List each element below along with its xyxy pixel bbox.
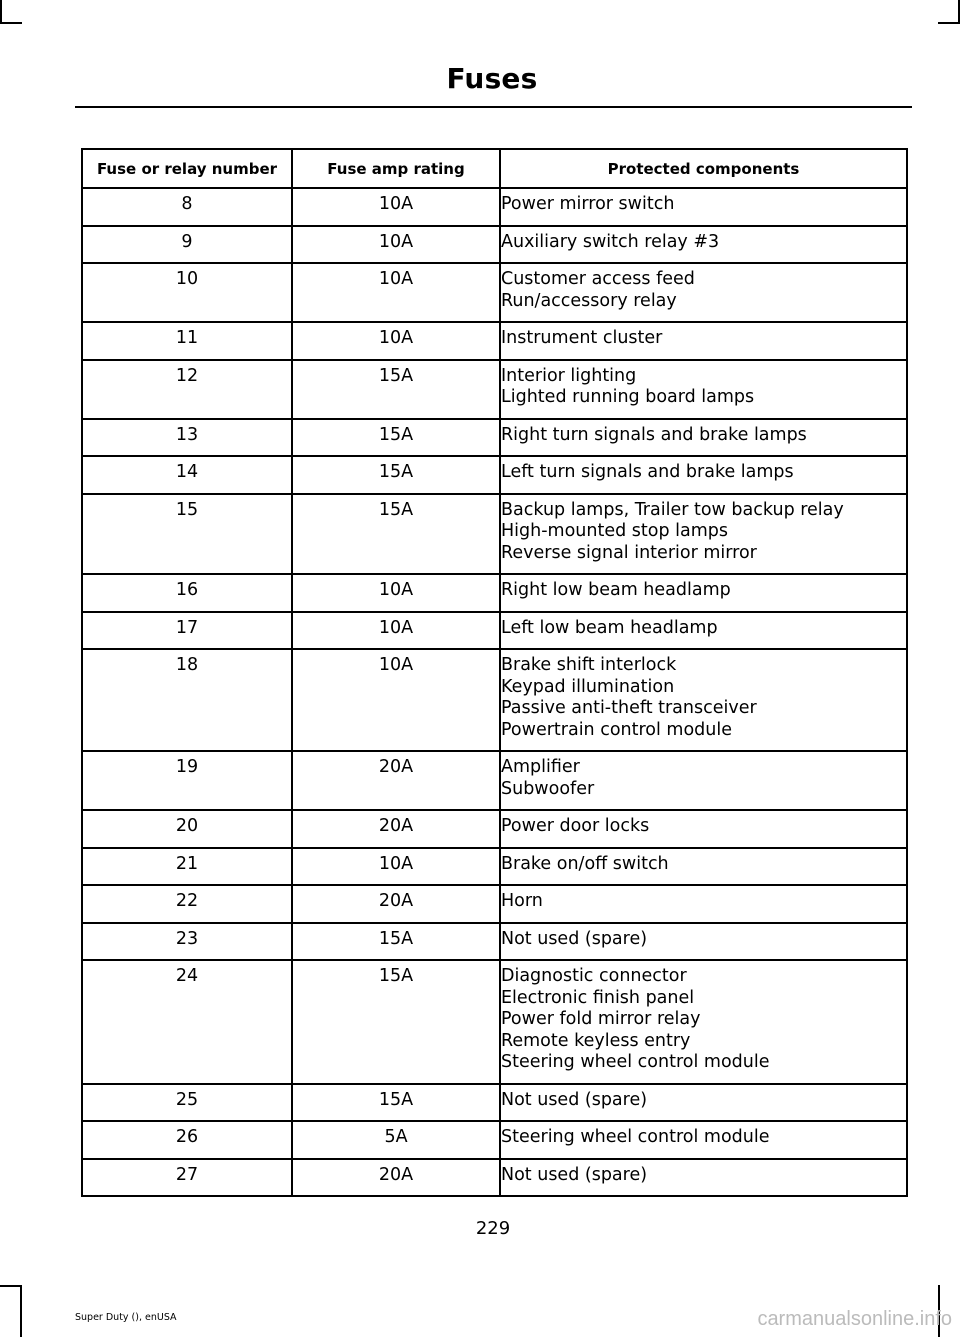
fuse-number-cell: 15 — [82, 494, 292, 575]
table-row — [82, 574, 907, 612]
component-line: Left turn signals and brake lamps — [501, 462, 794, 482]
component-line: High-mounted stop lamps — [501, 521, 728, 541]
protected-components-cell — [500, 1121, 907, 1159]
amp-rating-cell: 15A — [292, 1084, 500, 1122]
component-line: Amplifier — [501, 757, 580, 777]
component-line: Power fold mirror relay — [501, 1009, 701, 1029]
amp-rating-cell: 15A — [292, 360, 500, 419]
table-row — [82, 263, 907, 322]
fuse-table-body — [82, 188, 907, 1196]
fuse-number-cell: 18 — [82, 649, 292, 751]
fuse-number-cell: 17 — [82, 612, 292, 650]
table-row — [82, 885, 907, 923]
component-line: Instrument cluster — [501, 328, 663, 348]
amp-rating-cell: 20A — [292, 1159, 500, 1197]
table-row — [82, 419, 907, 457]
fuse-table — [81, 148, 908, 1197]
fuse-number-cell: 27 — [82, 1159, 292, 1197]
component-line: Power mirror switch — [501, 194, 675, 214]
fuse-number-cell: 26 — [82, 1121, 292, 1159]
table-row — [82, 923, 907, 961]
component-line: Reverse signal interior mirror — [501, 542, 757, 563]
protected-components-cell — [500, 1159, 907, 1197]
fuse-number-cell: 19 — [82, 751, 292, 810]
component-line: Horn — [501, 891, 543, 911]
component-line: Brake shift interlock — [501, 655, 677, 675]
page-title: Fuses — [446, 62, 538, 95]
amp-rating-cell: 15A — [292, 419, 500, 457]
fuse-number-cell: 25 — [82, 1084, 292, 1122]
crop-mark-top-right-h — [938, 22, 960, 24]
protected-components-cell — [500, 226, 907, 264]
table-row — [82, 456, 907, 494]
component-line: Brake on/off switch — [501, 853, 669, 874]
table-row — [82, 360, 907, 419]
table-header-row — [82, 149, 907, 188]
protected-components-cell — [500, 810, 907, 848]
crop-mark-bottom-left — [0, 1285, 20, 1287]
table-row — [82, 810, 907, 848]
amp-rating-cell: 10A — [292, 188, 500, 226]
fuse-number-cell: 11 — [82, 322, 292, 360]
protected-components-cell — [500, 612, 907, 650]
crop-mark-bottom-left-v — [20, 1285, 22, 1337]
table-row — [82, 751, 907, 810]
table-row — [82, 960, 907, 1084]
protected-components-cell — [500, 848, 907, 886]
component-line: Subwoofer — [501, 778, 595, 799]
column-header-amp-rating: Fuse amp rating — [292, 149, 500, 188]
component-line: Right low beam headlamp — [501, 580, 731, 600]
table-row — [82, 1159, 907, 1197]
column-header-fuse-number: Fuse or relay number — [82, 149, 292, 188]
component-line: Run/accessory relay — [501, 290, 677, 311]
watermark: carmanualsonline.info — [757, 1308, 952, 1330]
amp-rating-cell: 10A — [292, 226, 500, 264]
amp-rating-cell: 5A — [292, 1121, 500, 1159]
table-row — [82, 649, 907, 751]
fuse-number-cell: 24 — [82, 960, 292, 1084]
table-row — [82, 322, 907, 360]
table-row — [82, 1084, 907, 1122]
protected-components-cell — [500, 1084, 907, 1122]
component-line: Not used (spare) — [501, 1089, 648, 1110]
table-row — [82, 1121, 907, 1159]
protected-components-cell — [500, 263, 907, 322]
fuse-number-cell: 12 — [82, 360, 292, 419]
fuse-number-cell: 23 — [82, 923, 292, 961]
amp-rating-cell: 20A — [292, 810, 500, 848]
fuse-number-cell: 21 — [82, 848, 292, 886]
table-row — [82, 848, 907, 886]
fuse-number-cell: 20 — [82, 810, 292, 848]
table-row — [82, 188, 907, 226]
amp-rating-cell: 10A — [292, 263, 500, 322]
fuse-number-cell: 22 — [82, 885, 292, 923]
fuse-number-cell: 9 — [82, 226, 292, 264]
crop-mark-top-left-h — [0, 22, 22, 24]
fuse-number-cell: 16 — [82, 574, 292, 612]
component-line: Steering wheel control module — [501, 1127, 770, 1147]
document-footer: Super Duty (), enUSA — [75, 1312, 177, 1323]
table-row — [82, 612, 907, 650]
component-line: Electronic finish panel — [501, 987, 695, 1008]
component-line: Backup lamps, Trailer tow backup relay — [501, 499, 844, 520]
component-line: Keypad illumination — [501, 676, 675, 697]
crop-mark-top-left — [0, 0, 2, 22]
component-line: Customer access feed — [501, 269, 695, 289]
column-header-protected-components: Protected components — [500, 149, 907, 188]
protected-components-cell — [500, 494, 907, 575]
amp-rating-cell: 10A — [292, 574, 500, 612]
table-row — [82, 226, 907, 264]
protected-components-cell — [500, 574, 907, 612]
component-line: Powertrain control module — [501, 719, 733, 740]
component-line: Not used (spare) — [501, 1164, 648, 1185]
amp-rating-cell: 10A — [292, 848, 500, 886]
amp-rating-cell: 10A — [292, 649, 500, 751]
amp-rating-cell: 10A — [292, 612, 500, 650]
fuse-number-cell: 8 — [82, 188, 292, 226]
protected-components-cell — [500, 188, 907, 226]
fuse-number-cell: 10 — [82, 263, 292, 322]
component-line: Diagnostic connector — [501, 966, 687, 986]
component-line: Left low beam headlamp — [501, 617, 718, 638]
amp-rating-cell: 10A — [292, 322, 500, 360]
amp-rating-cell: 15A — [292, 923, 500, 961]
fuse-number-cell: 14 — [82, 456, 292, 494]
amp-rating-cell: 15A — [292, 494, 500, 575]
component-line: Passive anti-theft transceiver — [501, 698, 757, 718]
amp-rating-cell: 15A — [292, 456, 500, 494]
component-line: Steering wheel control module — [501, 1052, 770, 1072]
protected-components-cell — [500, 360, 907, 419]
fuse-number-cell: 13 — [82, 419, 292, 457]
protected-components-cell — [500, 885, 907, 923]
protected-components-cell — [500, 751, 907, 810]
protected-components-cell — [500, 322, 907, 360]
component-line: Lighted running board lamps — [501, 387, 755, 407]
protected-components-cell — [500, 649, 907, 751]
component-line: Power door locks — [501, 816, 650, 836]
protected-components-cell — [500, 960, 907, 1084]
title-divider — [75, 106, 912, 108]
component-line: Interior lighting — [501, 365, 637, 386]
table-row — [82, 494, 907, 575]
protected-components-cell — [500, 456, 907, 494]
page-number: 229 — [475, 1218, 511, 1239]
component-line: Remote keyless entry — [501, 1030, 691, 1051]
component-line: Not used (spare) — [501, 928, 648, 949]
component-line: Right turn signals and brake lamps — [501, 424, 807, 445]
amp-rating-cell: 15A — [292, 960, 500, 1084]
amp-rating-cell: 20A — [292, 885, 500, 923]
protected-components-cell — [500, 419, 907, 457]
component-line: Auxiliary switch relay #3 — [501, 231, 720, 252]
amp-rating-cell: 20A — [292, 751, 500, 810]
protected-components-cell — [500, 923, 907, 961]
